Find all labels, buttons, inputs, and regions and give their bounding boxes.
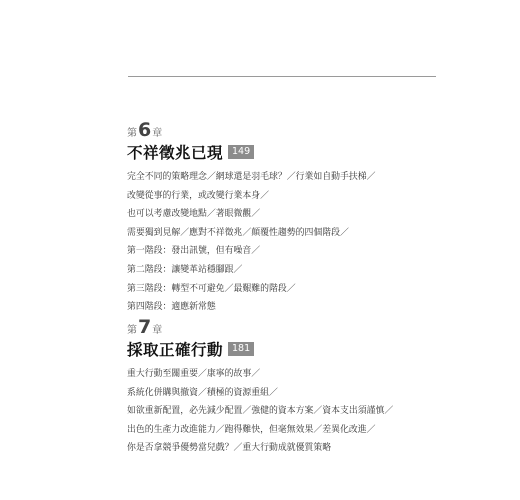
chapter-number: 7 (138, 316, 152, 338)
chapter-items (127, 168, 376, 317)
toc-item: 你是否拿競爭優勢當兒戲？／重大行動成就優質策略 (127, 443, 332, 454)
toc-item: 系統化併購與撤資／積極的資源重組／ (127, 387, 278, 398)
page-number-badge: 149 (228, 145, 254, 159)
chapter-suffix: 章 (152, 325, 163, 336)
toc-item: 第三階段：轉型不可避免／最艱難的階段／ (127, 283, 296, 294)
chapter-title-row (127, 339, 393, 359)
toc-item: 如欲重新配置，必先減少配置／強健的資本方案／資本支出須謹慎／ (127, 406, 394, 417)
chapter-items (127, 365, 393, 458)
toc-item: 需要獨到見解／應對不祥徵兆／顛覆性趨勢的四個階段／ (127, 227, 349, 238)
chapter-label (127, 318, 393, 336)
toc-item: 第一階段：發出訊號，但有噪音／ (127, 246, 261, 257)
toc-item: 改變從事的行業，或改變行業本身／ (127, 190, 269, 201)
chapter-7-section (127, 318, 393, 458)
toc-item: 第二階段：讓變革站穩腳跟／ (127, 264, 243, 275)
toc-item: 第四階段：適應新常態 (127, 302, 216, 313)
chapter-title-row (127, 142, 376, 162)
chapter-prefix: 第 (127, 325, 137, 336)
chapter-title: 不祥徵兆已現 (127, 143, 224, 162)
page-number-badge: 181 (228, 342, 254, 356)
chapter-prefix: 第 (127, 128, 137, 139)
toc-item: 出色的生產力改進能力／跑得難快，但毫無效果／差異化改進／ (127, 424, 376, 435)
chapter-number: 6 (138, 119, 152, 141)
chapter-suffix: 章 (152, 128, 163, 139)
toc-item: 重大行動至關重要／康寧的故事／ (127, 369, 261, 379)
chapter-label (127, 121, 376, 139)
top-divider (128, 76, 436, 77)
toc-item: 完全不同的策略理念／網球還是羽毛球？／行業如自動手扶梯／ (127, 172, 376, 182)
chapter-title: 採取正確行動 (127, 340, 224, 359)
chapter-6-section (127, 121, 376, 317)
toc-item: 也可以考慮改變地點／著眼微觀／ (127, 209, 261, 220)
